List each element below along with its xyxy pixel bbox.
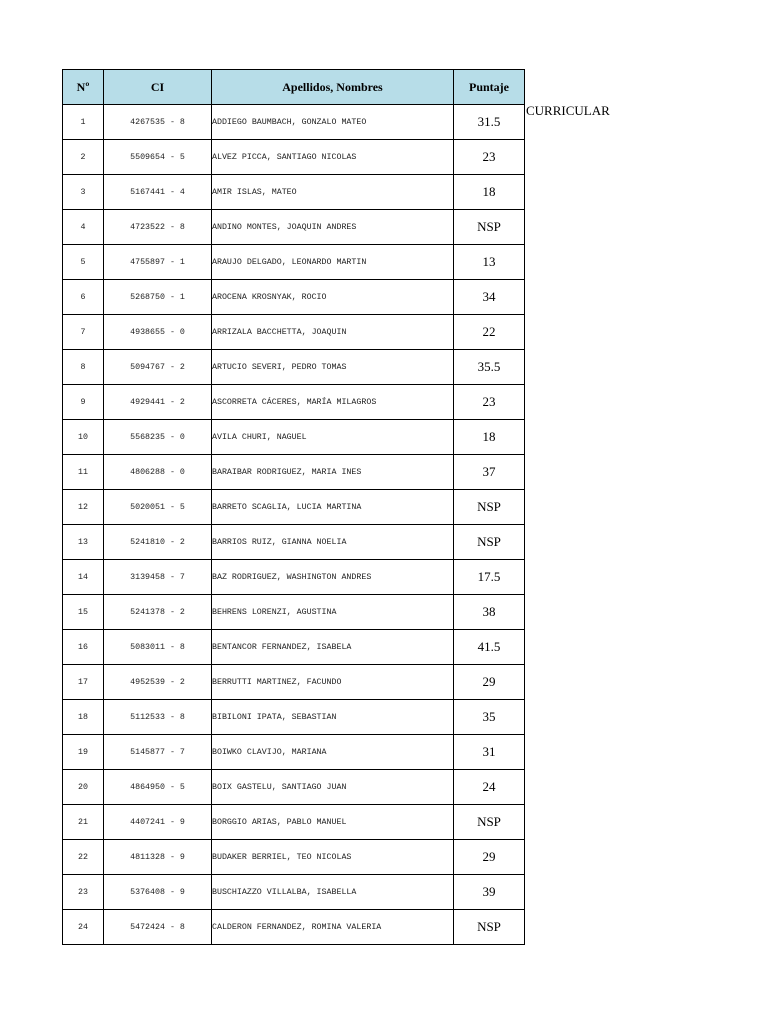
header-row — [63, 70, 525, 105]
row-number: 17 — [63, 665, 104, 700]
row-name: BARRETO SCAGLIA, LUCIA MARTINA — [212, 490, 454, 525]
row-ci: 5376408 - 9 — [104, 875, 212, 910]
table-body — [63, 105, 525, 945]
row-number: 23 — [63, 875, 104, 910]
row-name: BOIWKO CLAVIJO, MARIANA — [212, 735, 454, 770]
row-number: 15 — [63, 595, 104, 630]
row-score: 18 — [454, 420, 525, 455]
row-name: ADDIEGO BAUMBACH, GONZALO MATEO — [212, 105, 454, 140]
row-name: ARTUCIO SEVERI, PEDRO TOMAS — [212, 350, 454, 385]
row-name: BORGGIO ARIAS, PABLO MANUEL — [212, 805, 454, 840]
row-number: 8 — [63, 350, 104, 385]
table-row — [63, 385, 525, 420]
row-name: BARRIOS RUIZ, GIANNA NOELIA — [212, 525, 454, 560]
table-row — [63, 455, 525, 490]
row-ci: 4929441 - 2 — [104, 385, 212, 420]
row-number: 19 — [63, 735, 104, 770]
row-ci: 5094767 - 2 — [104, 350, 212, 385]
table-row — [63, 525, 525, 560]
table-row — [63, 140, 525, 175]
row-name: ASCORRETA CÁCERES, MARÍA MILAGROS — [212, 385, 454, 420]
row-number: 20 — [63, 770, 104, 805]
row-ci: 5241810 - 2 — [104, 525, 212, 560]
row-number: 6 — [63, 280, 104, 315]
row-score: 13 — [454, 245, 525, 280]
table-row — [63, 315, 525, 350]
row-score: NSP — [454, 210, 525, 245]
table-row — [63, 210, 525, 245]
row-number: 11 — [63, 455, 104, 490]
table-row — [63, 245, 525, 280]
row-number: 12 — [63, 490, 104, 525]
row-score: 17.5 — [454, 560, 525, 595]
table-row — [63, 735, 525, 770]
row-score: 35 — [454, 700, 525, 735]
row-name: AMIR ISLAS, MATEO — [212, 175, 454, 210]
row-score: 22 — [454, 315, 525, 350]
row-ci: 5568235 - 0 — [104, 420, 212, 455]
header-number: Nº — [63, 70, 104, 105]
row-number: 22 — [63, 840, 104, 875]
table-row — [63, 630, 525, 665]
row-number: 18 — [63, 700, 104, 735]
row-score: NSP — [454, 805, 525, 840]
row-score: 29 — [454, 840, 525, 875]
row-name: ARAUJO DELGADO, LEONARDO MARTIN — [212, 245, 454, 280]
table-row — [63, 770, 525, 805]
header-name: Apellidos, Nombres — [212, 70, 454, 105]
row-name: BARAIBAR RODRIGUEZ, MARIA INES — [212, 455, 454, 490]
table-row — [63, 665, 525, 700]
row-score: NSP — [454, 525, 525, 560]
row-ci: 5268750 - 1 — [104, 280, 212, 315]
row-name: ANDINO MONTES, JOAQUIN ANDRES — [212, 210, 454, 245]
row-ci: 5083011 - 8 — [104, 630, 212, 665]
row-name: ALVEZ PICCA, SANTIAGO NICOLAS — [212, 140, 454, 175]
row-number: 2 — [63, 140, 104, 175]
table-row — [63, 350, 525, 385]
row-ci: 5167441 - 4 — [104, 175, 212, 210]
row-ci: 5241378 - 2 — [104, 595, 212, 630]
row-name: BAZ RODRIGUEZ, WASHINGTON ANDRES — [212, 560, 454, 595]
row-number: 9 — [63, 385, 104, 420]
row-ci: 4267535 - 8 — [104, 105, 212, 140]
row-ci: 4806288 - 0 — [104, 455, 212, 490]
row-number: 10 — [63, 420, 104, 455]
row-name: AVILA CHURI, NAGUEL — [212, 420, 454, 455]
row-number: 21 — [63, 805, 104, 840]
row-name: BOIX GASTELU, SANTIAGO JUAN — [212, 770, 454, 805]
row-number: 14 — [63, 560, 104, 595]
row-number: 16 — [63, 630, 104, 665]
row-number: 4 — [63, 210, 104, 245]
row-ci: 4952539 - 2 — [104, 665, 212, 700]
table-row — [63, 840, 525, 875]
table-row — [63, 560, 525, 595]
table-row — [63, 910, 525, 945]
row-ci: 4755897 - 1 — [104, 245, 212, 280]
header-score: Puntaje — [454, 70, 525, 105]
row-name: ARRIZALA BACCHETTA, JOAQUIN — [212, 315, 454, 350]
row-ci: 4407241 - 9 — [104, 805, 212, 840]
table-row — [63, 700, 525, 735]
row-ci: 5509654 - 5 — [104, 140, 212, 175]
table-row — [63, 875, 525, 910]
row-number: 5 — [63, 245, 104, 280]
row-name: AROCENA KROSNYAK, ROCIO — [212, 280, 454, 315]
row-name: CALDERON FERNANDEZ, ROMINA VALERIA — [212, 910, 454, 945]
row-name: BUSCHIAZZO VILLALBA, ISABELLA — [212, 875, 454, 910]
table-row — [63, 280, 525, 315]
row-number: 13 — [63, 525, 104, 560]
row-score: 31.5 — [454, 105, 525, 140]
row-score: 34 — [454, 280, 525, 315]
row-score: 38 — [454, 595, 525, 630]
row-ci: 5472424 - 8 — [104, 910, 212, 945]
row-score: NSP — [454, 910, 525, 945]
table-row — [63, 490, 525, 525]
row-score: 23 — [454, 385, 525, 420]
row-score: 31 — [454, 735, 525, 770]
row-name: BUDAKER BERRIEL, TEO NICOLAS — [212, 840, 454, 875]
row-name: BIBILONI IPATA, SEBASTIAN — [212, 700, 454, 735]
row-number: 7 — [63, 315, 104, 350]
row-score: 18 — [454, 175, 525, 210]
side-note: CURRICULAR — [526, 103, 610, 118]
row-name: BENTANCOR FERNANDEZ, ISABELA — [212, 630, 454, 665]
row-score: 23 — [454, 140, 525, 175]
row-ci: 4938655 - 0 — [104, 315, 212, 350]
row-ci: 5020051 - 5 — [104, 490, 212, 525]
row-name: BERRUTTI MARTINEZ, FACUNDO — [212, 665, 454, 700]
row-name: BEHRENS LORENZI, AGUSTINA — [212, 595, 454, 630]
table-row — [63, 595, 525, 630]
row-score: 41.5 — [454, 630, 525, 665]
table-row — [63, 105, 525, 140]
row-ci: 5145877 - 7 — [104, 735, 212, 770]
row-ci: 3139458 - 7 — [104, 560, 212, 595]
row-score: 35.5 — [454, 350, 525, 385]
scores-table — [62, 69, 525, 945]
row-ci: 4864950 - 5 — [104, 770, 212, 805]
row-number: 1 — [63, 105, 104, 140]
table-row — [63, 805, 525, 840]
table-row — [63, 175, 525, 210]
row-score: 37 — [454, 455, 525, 490]
row-ci: 4723522 - 8 — [104, 210, 212, 245]
header-ci: CI — [104, 70, 212, 105]
row-number: 3 — [63, 175, 104, 210]
row-ci: 4811328 - 9 — [104, 840, 212, 875]
row-score: 29 — [454, 665, 525, 700]
row-score: 24 — [454, 770, 525, 805]
row-score: NSP — [454, 490, 525, 525]
row-number: 24 — [63, 910, 104, 945]
row-ci: 5112533 - 8 — [104, 700, 212, 735]
row-score: 39 — [454, 875, 525, 910]
table-row — [63, 420, 525, 455]
